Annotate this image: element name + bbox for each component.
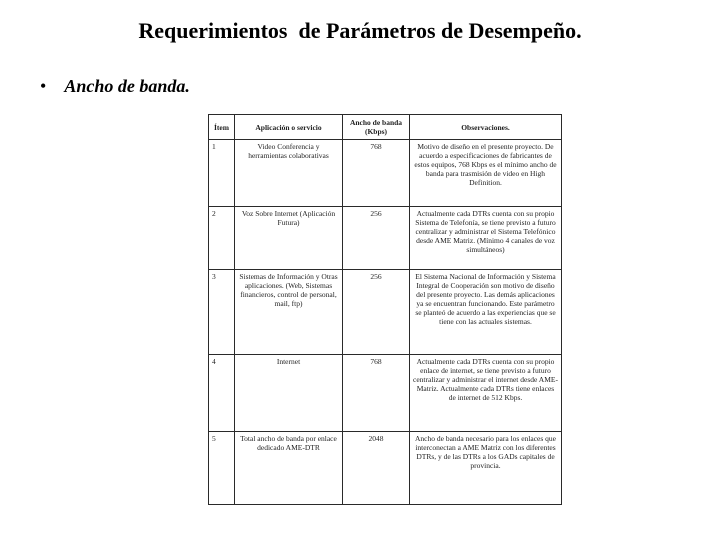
cell-item: 1 — [209, 140, 235, 207]
cell-application: Sistemas de Información y Otras aplicaciones. (Web, Sistemas financieros, control de personal, mail, ftp) — [235, 270, 343, 355]
embedded-table-image — [208, 114, 561, 522]
requirements-table — [208, 114, 562, 505]
cell-item: 2 — [209, 207, 235, 270]
header-item: Ítem — [209, 115, 235, 140]
table-row — [209, 270, 562, 355]
cell-application: Voz Sobre Internet (Aplicación Futura) — [235, 207, 343, 270]
bullet-text: Ancho de banda. — [64, 76, 190, 96]
table-header-row — [209, 115, 562, 140]
header-bandwidth: Ancho de banda (Kbps) — [343, 115, 410, 140]
cell-bandwidth: 256 — [343, 270, 410, 355]
cell-observations: El Sistema Nacional de Información y Sistema Integral de Cooperación son motivo de diseño del presente proyecto. Las demás aplicaciones ya se encuentran funcionando. Este parámetro se planteó de acuerdo a las experiencias que se tiene con las actuales sistemas. — [410, 270, 562, 355]
table-row — [209, 207, 562, 270]
cell-application: Video Conferencia y herramientas colaborativas — [235, 140, 343, 207]
header-application: Aplicación o servicio — [235, 115, 343, 140]
cell-bandwidth: 768 — [343, 355, 410, 432]
cell-item: 5 — [209, 432, 235, 505]
bullet-item — [40, 76, 190, 97]
cell-application: Internet — [235, 355, 343, 432]
slide-title: Requerimientos de Parámetros de Desempeño. — [138, 18, 582, 43]
cell-item: 4 — [209, 355, 235, 432]
cell-observations: Actualmente cada DTRs cuenta con su propio Sistema de Telefonía, se tiene previsto a futuro centralizar y administrar el Sistema Telefónico desde AME Matriz. (Mínimo 4 canales de voz simultáneos) — [410, 207, 562, 270]
cell-bandwidth: 2048 — [343, 432, 410, 505]
bullet-icon: • — [40, 76, 47, 96]
table-row — [209, 355, 562, 432]
cell-observations: Actualmente cada DTRs cuenta con su propio enlace de internet, se tiene previsto a futuro centralizar y administrar el internet desde AME-Matriz. Actualmente cada DTRs tiene enlaces de internet de 512 Kbps. — [410, 355, 562, 432]
table-row — [209, 432, 562, 505]
cell-observations: Motivo de diseño en el presente proyecto. De acuerdo a especificaciones de fabricantes de estos equipos, 768 Kbps es el mínimo ancho de banda para trasmisión de video en High Definition. — [410, 140, 562, 207]
cell-application: Total ancho de banda por enlace dedicado AME-DTR — [235, 432, 343, 505]
cell-bandwidth: 256 — [343, 207, 410, 270]
cell-observations: Ancho de banda necesario para los enlaces que interconectan a AME Matriz con los diferentes DTRs, y de las DTRs a los GADs capitales de provincia. — [410, 432, 562, 505]
cell-item: 3 — [209, 270, 235, 355]
table-row — [209, 140, 562, 207]
cell-bandwidth: 768 — [343, 140, 410, 207]
header-observations: Observaciones. — [410, 115, 562, 140]
